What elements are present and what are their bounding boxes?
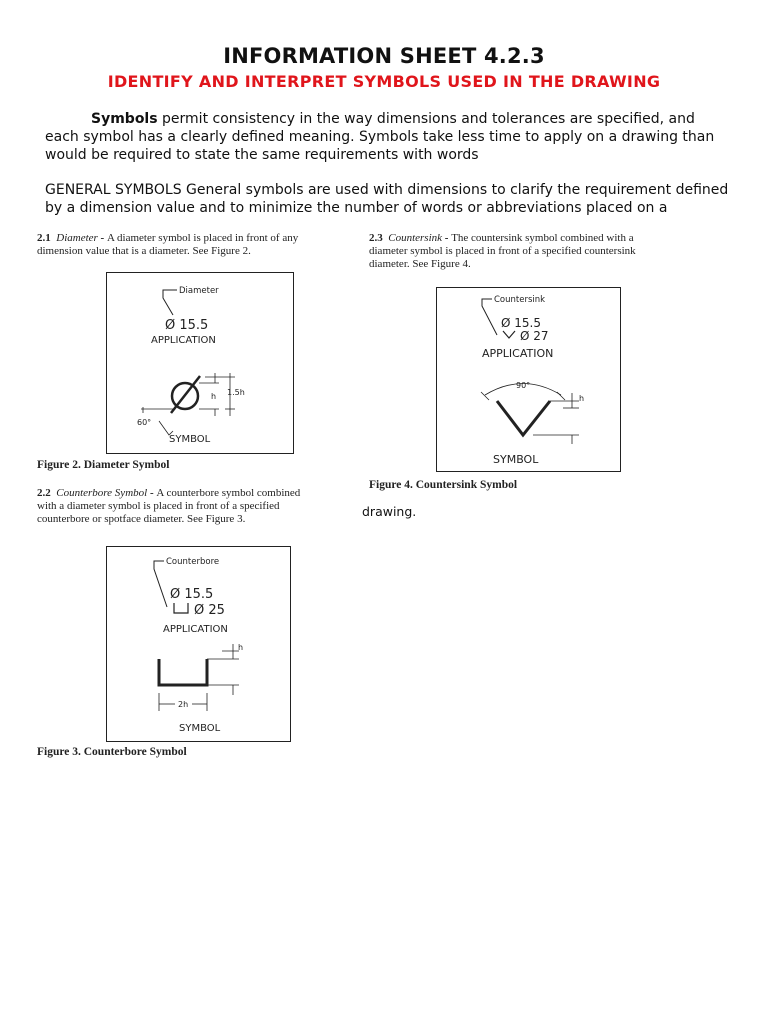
figure-3-caption: Figure 3. Counterbore Symbol <box>37 746 187 758</box>
fig4-value1: Ø 15.5 <box>501 316 541 330</box>
section-text-line1: A counterbore symbol combined <box>156 487 301 499</box>
section-name: Diameter <box>56 232 98 244</box>
section-text-line3: counterbore or spotface diameter. See Figure 3. <box>37 513 246 525</box>
fig3-dim-2h: 2h <box>178 700 189 709</box>
general-continuation: drawing. <box>362 504 417 519</box>
fig2-leader-label: Diameter <box>179 286 219 296</box>
countersink-symbol-diagram <box>437 288 620 471</box>
fig2-dim-1-5h: 1.5h <box>227 388 245 397</box>
intro-line2: each symbol has a clearly defined meaning. Symbols take less time to apply on a drawing than <box>45 129 715 145</box>
section-number: 2.3 <box>369 232 383 244</box>
fig2-dim-h: h <box>211 392 217 401</box>
fig3-symbol-label: SYMBOL <box>179 723 221 734</box>
section-separator: - <box>147 487 157 499</box>
fig2-value: Ø 15.5 <box>165 318 209 333</box>
section-separator: - <box>442 232 452 244</box>
figure-counterbore-box <box>106 546 291 742</box>
section-separator: - <box>97 232 107 244</box>
fig4-angle: 90° <box>516 381 531 390</box>
section-text-line2: dimension value that is a diameter. See Figure 2. <box>37 245 251 257</box>
intro-lead: Symbols <box>91 111 158 127</box>
fig3-value2: Ø 25 <box>194 603 225 618</box>
section-text-line2: with a diameter symbol is placed in front of a specified <box>37 500 280 512</box>
section-name: Countersink <box>388 232 443 244</box>
figure-countersink-box <box>436 287 621 472</box>
fig4-value2: Ø 27 <box>520 329 549 343</box>
general-line1: GENERAL SYMBOLS General symbols are used with dimensions to clarify the requirement defined <box>45 182 729 198</box>
section-countersink <box>369 232 689 271</box>
fig4-symbol-label: SYMBOL <box>493 453 539 466</box>
general-paragraph <box>45 181 735 217</box>
section-diameter <box>37 232 357 258</box>
fig3-leader-label: Counterbore <box>166 557 220 567</box>
intro-line3: would be required to state the same requirements with words <box>45 147 479 163</box>
counterbore-symbol-diagram <box>107 547 290 741</box>
figure-4-caption: Figure 4. Countersink Symbol <box>369 479 518 491</box>
fig4-dim-h: h <box>579 394 585 403</box>
section-number: 2.1 <box>37 232 51 244</box>
fig2-angle: 60° <box>137 418 152 427</box>
figure-2-caption: Figure 2. Diameter Symbol <box>37 459 170 471</box>
countersink-small-icon <box>503 331 515 338</box>
figure-diameter-box <box>106 272 294 454</box>
page-subtitle: IDENTIFY AND INTERPRET SYMBOLS USED IN THE DRAWING <box>107 72 661 91</box>
diameter-symbol-diagram <box>107 273 293 453</box>
counterbore-small-icon <box>174 603 188 613</box>
section-text-line3: diameter. See Figure 4. <box>369 258 471 270</box>
section-counterbore <box>37 487 357 526</box>
intro-paragraph <box>45 110 735 164</box>
section-text-line1: A diameter symbol is placed in front of any <box>106 232 299 244</box>
section-text-line2: diameter symbol is placed in front of a specified countersink <box>369 245 636 257</box>
fig4-leader-label: Countersink <box>494 295 546 305</box>
fig3-dim-h: h <box>238 643 244 652</box>
page-title: INFORMATION SHEET 4.2.3 <box>223 44 545 68</box>
section-name: Counterbore Symbol <box>56 487 148 499</box>
section-text-line1: The countersink symbol combined with a <box>451 232 634 244</box>
section-number: 2.2 <box>37 487 51 499</box>
intro-line1: permit consistency in the way dimensions and tolerances are specified, and <box>157 111 695 127</box>
countersink-symbol-shape <box>497 401 550 435</box>
fig2-application: APPLICATION <box>151 335 216 346</box>
fig3-value1: Ø 15.5 <box>170 587 214 602</box>
fig4-application: APPLICATION <box>482 347 554 360</box>
fig2-symbol-label: SYMBOL <box>169 434 211 445</box>
fig3-application: APPLICATION <box>163 624 228 635</box>
general-line2: by a dimension value and to minimize the number of words or abbreviations placed on a <box>45 200 668 216</box>
counterbore-symbol-shape <box>159 659 207 685</box>
